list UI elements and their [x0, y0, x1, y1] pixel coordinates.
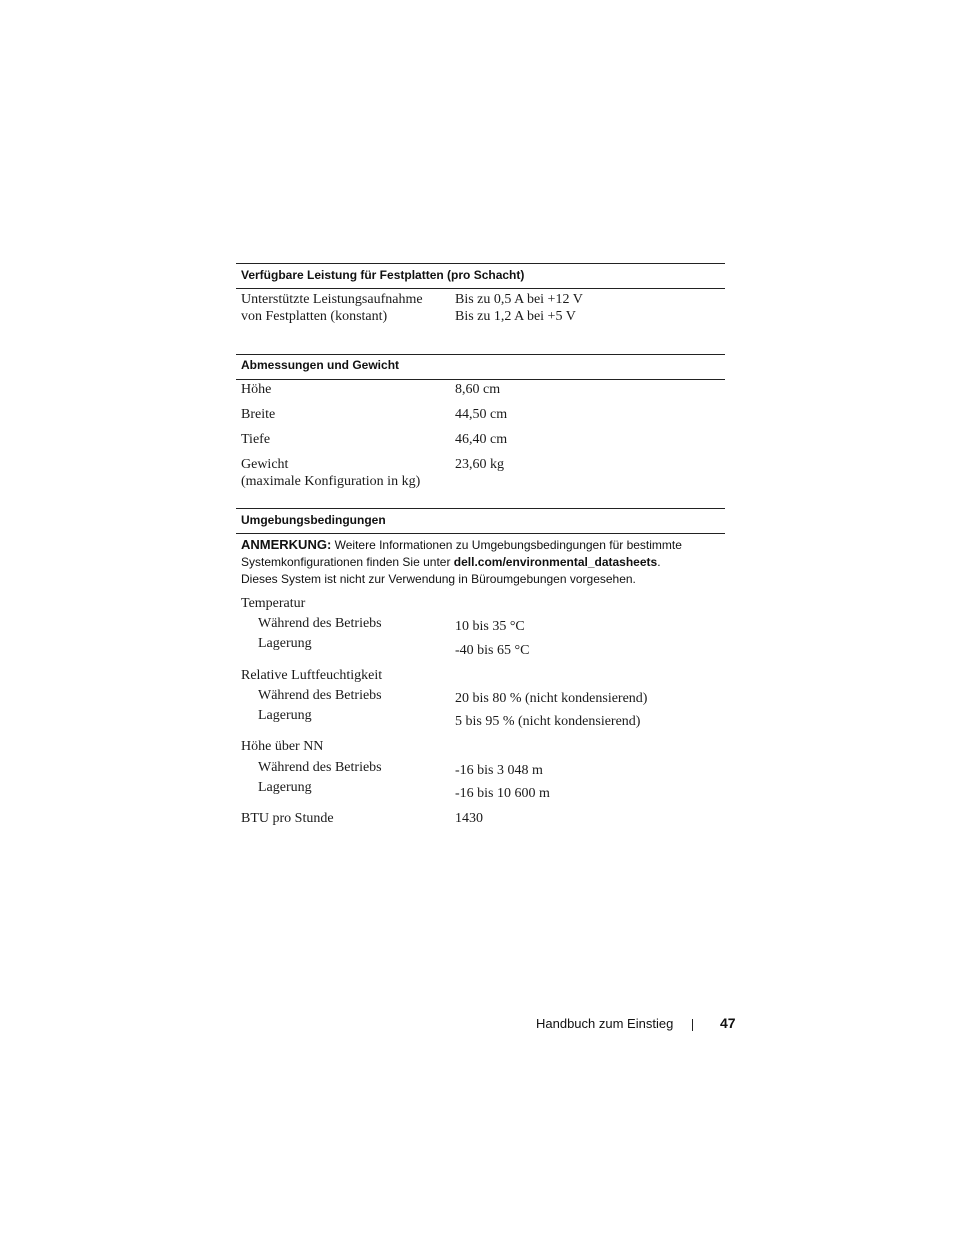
env-btu-value: 1430	[455, 811, 483, 826]
env-btu-label: BTU pro Stunde	[241, 811, 334, 826]
note-block	[241, 536, 721, 588]
section-top-rule	[236, 263, 725, 264]
dimension-value-height: 8,60 cm	[455, 382, 501, 397]
dimension-label-weight-note: (maximale Konfiguration in kg)	[241, 474, 421, 489]
power-value-line-2: Bis zu 1,2 A bei +5 V	[455, 309, 576, 324]
env-humidity-operating-label: Während des Betriebs	[258, 688, 382, 703]
dimension-value-depth: 46,40 cm	[455, 432, 508, 447]
note-text-end: .	[657, 555, 661, 569]
section-title-power: Verfügbare Leistung für Festplatten (pro Schacht)	[241, 268, 525, 282]
env-temperature-operating-label: Während des Betriebs	[258, 616, 382, 631]
dimension-value-width: 44,50 cm	[455, 407, 508, 422]
env-group-temperature: Temperatur	[241, 596, 306, 611]
section-header-rule	[236, 533, 725, 534]
power-value-line-1: Bis zu 0,5 A bei +12 V	[455, 292, 583, 307]
section-header-rule	[236, 379, 725, 380]
section-top-rule	[236, 354, 725, 355]
env-altitude-operating-label: Während des Betriebs	[258, 760, 382, 775]
env-temperature-operating-value: 10 bis 35 °C	[455, 619, 525, 634]
env-temperature-storage-label: Lagerung	[258, 636, 312, 651]
env-group-humidity: Relative Luftfeuchtigkeit	[241, 668, 383, 683]
note-text: Weitere Informationen zu Umgebungsbedingungen für bestimmte Systemkonfigurationen finden Sie unter	[241, 538, 682, 569]
note-label: ANMERKUNG:	[241, 537, 332, 552]
power-label-line-2: von Festplatten (konstant)	[241, 309, 388, 324]
footer-title: Handbuch zum Einstieg	[536, 1016, 674, 1031]
dimension-value-weight: 23,60 kg	[455, 457, 504, 472]
env-humidity-operating-value: 20 bis 80 % (nicht kondensierend)	[455, 691, 648, 706]
page-number: 47	[720, 1015, 736, 1031]
env-group-altitude: Höhe über NN	[241, 739, 324, 754]
section-header-rule	[236, 288, 725, 289]
note-text-office: Dieses System ist nicht zur Verwendung in Büroumgebungen vorgesehen.	[241, 572, 636, 586]
power-label-line-1: Unterstützte Leistungsaufnahme	[241, 292, 423, 307]
dimension-label-depth: Tiefe	[241, 432, 271, 447]
env-altitude-storage-label: Lagerung	[258, 780, 312, 795]
footer-separator	[692, 1019, 693, 1031]
env-humidity-storage-value: 5 bis 95 % (nicht kondensierend)	[455, 714, 641, 729]
dimension-label-weight: Gewicht	[241, 457, 289, 472]
dimension-label-width: Breite	[241, 407, 276, 422]
env-altitude-operating-value: -16 bis 3 048 m	[455, 763, 543, 778]
section-title-dimensions: Abmessungen und Gewicht	[241, 358, 400, 372]
env-temperature-storage-value: -40 bis 65 °C	[455, 643, 530, 658]
section-top-rule	[236, 508, 725, 509]
datasheets-link[interactable]: dell.com/environmental_datasheets	[453, 555, 658, 569]
env-humidity-storage-label: Lagerung	[258, 708, 312, 723]
section-title-environment: Umgebungsbedingungen	[241, 513, 386, 527]
dimension-label-height: Höhe	[241, 382, 272, 397]
env-altitude-storage-value: -16 bis 10 600 m	[455, 786, 550, 801]
